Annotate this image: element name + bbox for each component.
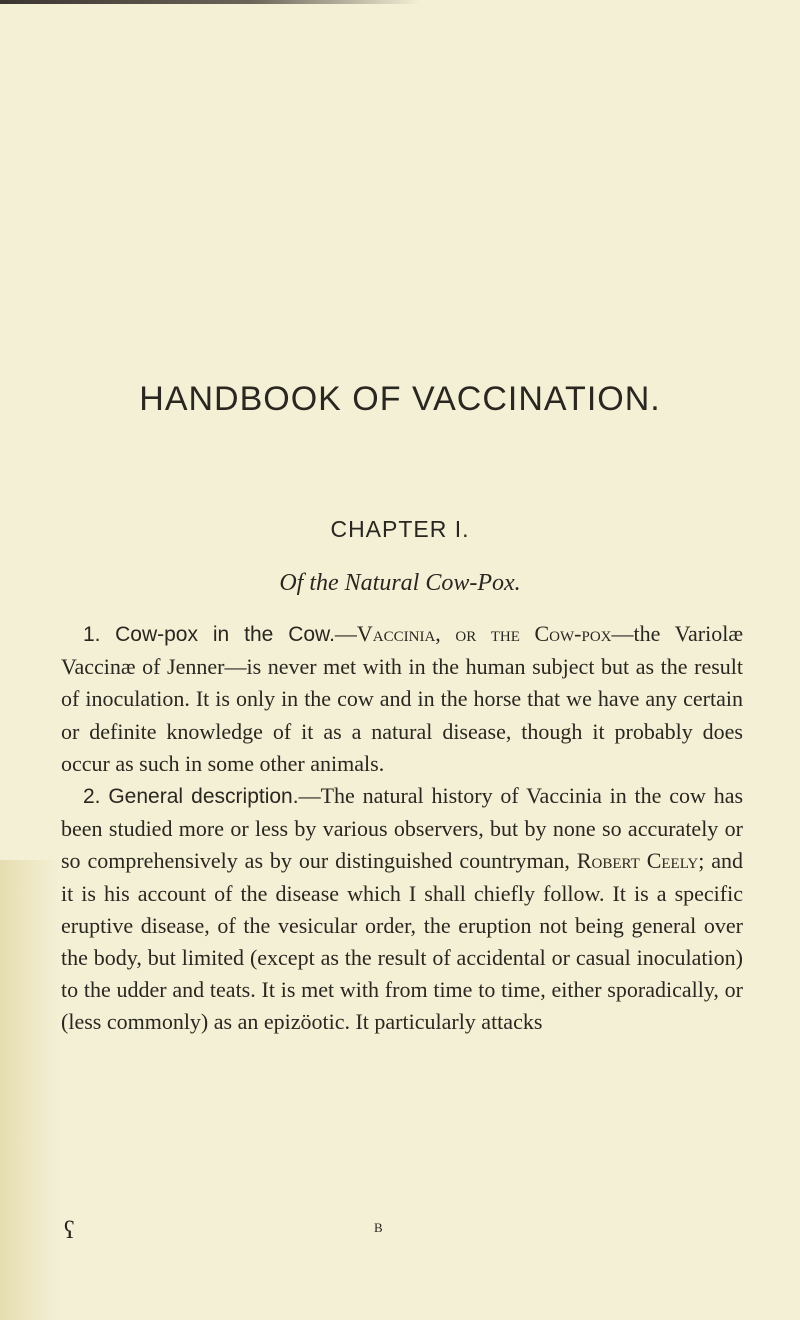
person-name: Robert Ceely — [576, 848, 699, 874]
signature-mark: B — [374, 1220, 383, 1235]
page-footer — [0, 1218, 800, 1248]
section-2-paragraph: 2. General description.—The natural history of Vaccinia in the cow has been studied more or less by various observers, but by none so accurately or so comprehensively as by our distinguished countryman, Robert Ceely; and it is his account of the disease which I shall chiefly follow. It is a specific eruptive disease, of the vesicular order, the eruption not being general over the body, but limited (except as the result of accidental or casual inoculation) to the udder and teats. It is met with from time to time, either sporadically, or (less commonly) as an epizöotic. It particularly attacks — [61, 783, 744, 1035]
section-heading: General description. — [108, 785, 299, 809]
page-title: HANDBOOK OF VACCINATION. — [139, 380, 661, 418]
section-text-continued: ; and it is his account of the disease which I shall chiefly follow. It is a specific eruptive disease, of the vesicular order, the eruption not being general over the body, but limited (except as the result of accidental or casual inoculation) to the udder and teats. It is met with from time to time, either sporadically, or (less commonly) as an epizöotic. It particularly attacks — [61, 848, 743, 1035]
section-text: The natural history of Vaccinia in the cow has been studied more or less by various observers, but by none so accurately or so comprehensively as by our distinguished countryman, — [61, 783, 744, 874]
section-heading: Cow-pox in the Cow. — [115, 623, 335, 646]
page-edge-stain — [0, 0, 420, 4]
printer-mark: ʕ — [64, 1218, 75, 1244]
section-1-paragraph: 1. Cow-pox in the Cow.—Vaccinia, or the Cow-pox—the Variolæ Vaccinæ of Jenner—is never met with in the human subject but as the result of inoculation. It is only in the cow and in the horse that we have any certain or definite knowledge of it as a natural disease, though it probably does occur as such in some other animals. — [61, 621, 744, 776]
section-text: —the Variolæ Vaccinæ of Jenner—is never met with in the human subject but as the result of inoculation. It is only in the cow and in the horse that we have any certain or definite knowledge of it as a natural disease, though it probably does occur as such in some other animals. — [61, 621, 744, 776]
chapter-subtitle: Of the Natural Cow-Pox. — [279, 570, 521, 596]
section-number: 1. — [83, 623, 101, 646]
body-text — [61, 618, 743, 1039]
section-number: 2. — [83, 785, 101, 809]
chapter-heading: CHAPTER I. — [330, 516, 470, 542]
section-lead-caps: Vaccinia, or the Cow-pox — [356, 621, 612, 646]
page-foxing — [0, 860, 60, 1320]
